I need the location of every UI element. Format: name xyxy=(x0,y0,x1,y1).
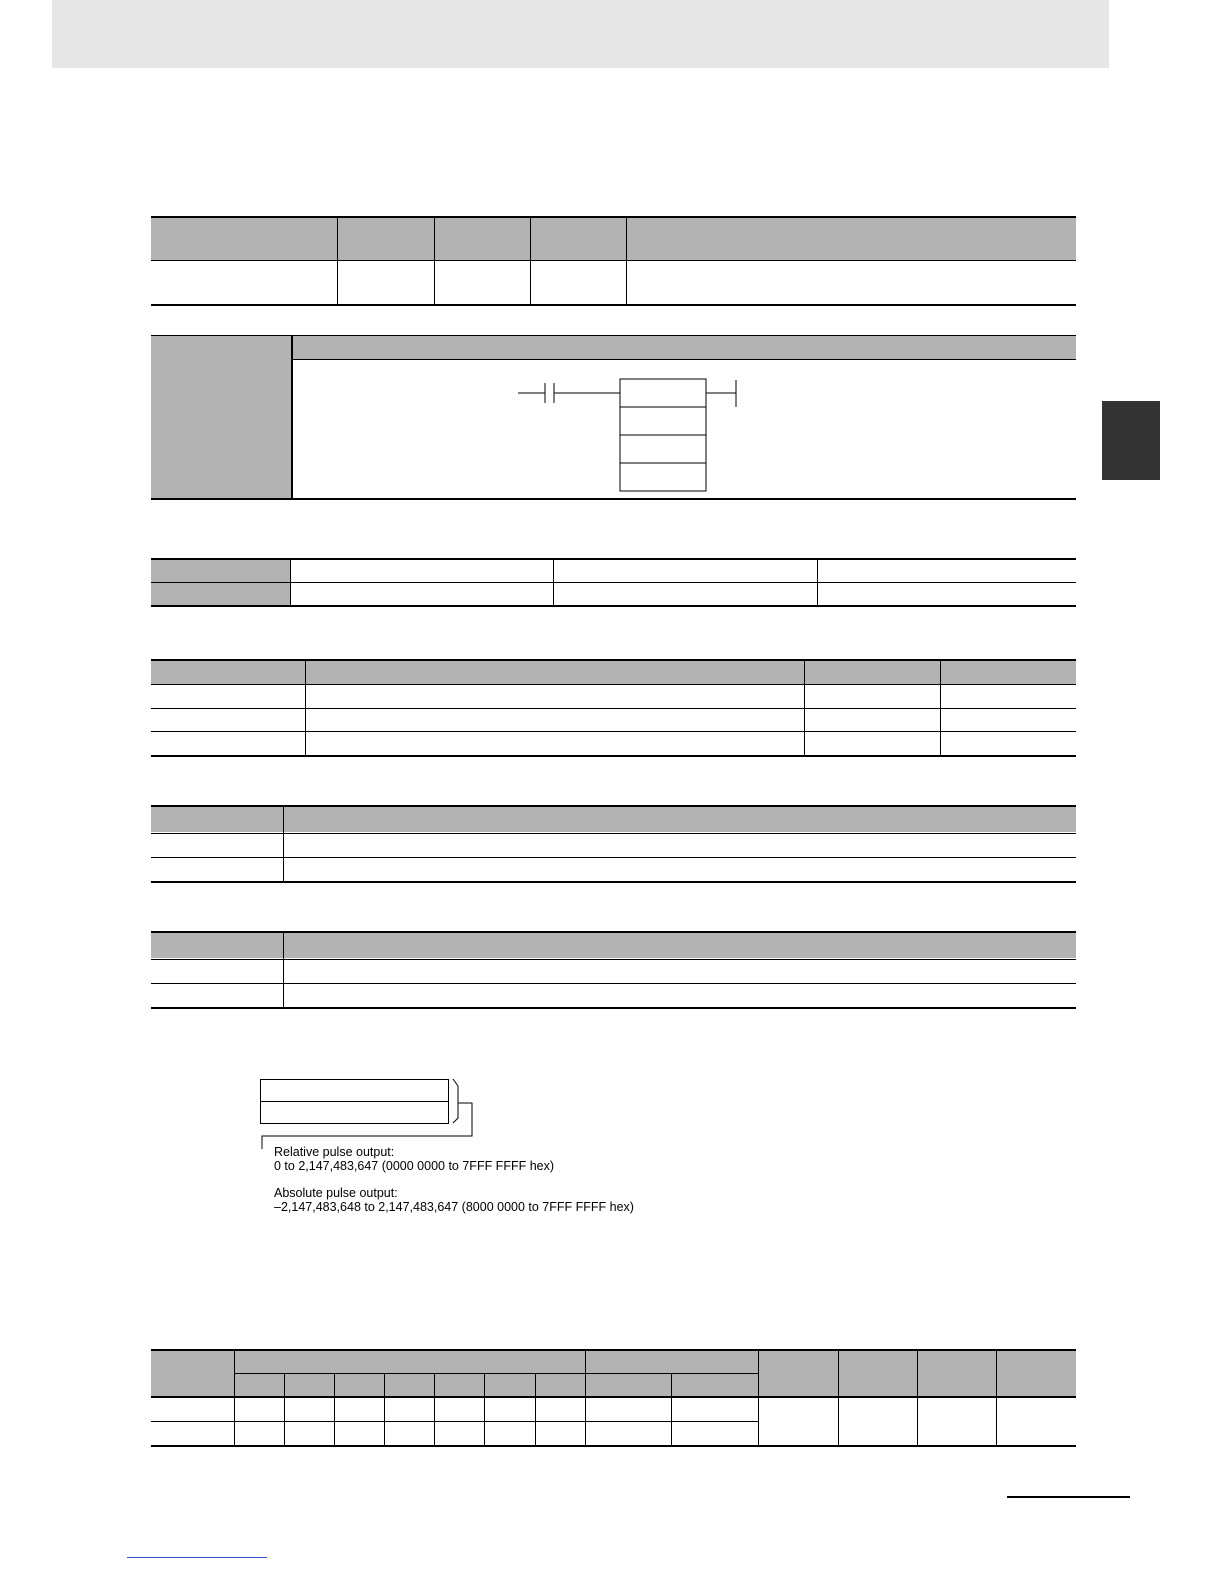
instruction-box-2 xyxy=(620,407,706,435)
relative-pulse-label: Relative pulse output: xyxy=(274,1145,395,1159)
table-header xyxy=(151,660,1076,684)
chapter-tab xyxy=(1102,401,1160,480)
absolute-pulse-range: –2,147,483,648 to 2,147,483,647 (8000 0000 to 7FFF FFFF hex) xyxy=(274,1200,634,1214)
word-box-lower xyxy=(261,1102,449,1124)
table-label-column xyxy=(151,336,292,499)
word-box-upper xyxy=(261,1080,449,1102)
instruction-box-1 xyxy=(620,379,706,407)
table-header xyxy=(151,806,1076,832)
table-header xyxy=(151,217,1076,260)
table-header xyxy=(151,932,1076,958)
brace xyxy=(453,1079,458,1123)
page-header-band xyxy=(52,0,1109,68)
instruction-box-4 xyxy=(620,463,706,491)
instruction-box-3 xyxy=(620,435,706,463)
absolute-pulse-label: Absolute pulse output: xyxy=(274,1186,398,1200)
footer-link-underline[interactable] xyxy=(127,1557,267,1558)
footer-rule xyxy=(1007,1496,1130,1498)
word-pair-diagram xyxy=(255,1074,480,1149)
relative-pulse-range: 0 to 2,147,483,647 (0000 0000 to 7FFF FFFF hex) xyxy=(274,1159,555,1173)
table-header xyxy=(293,336,1076,359)
ladder-diagram xyxy=(510,370,750,495)
